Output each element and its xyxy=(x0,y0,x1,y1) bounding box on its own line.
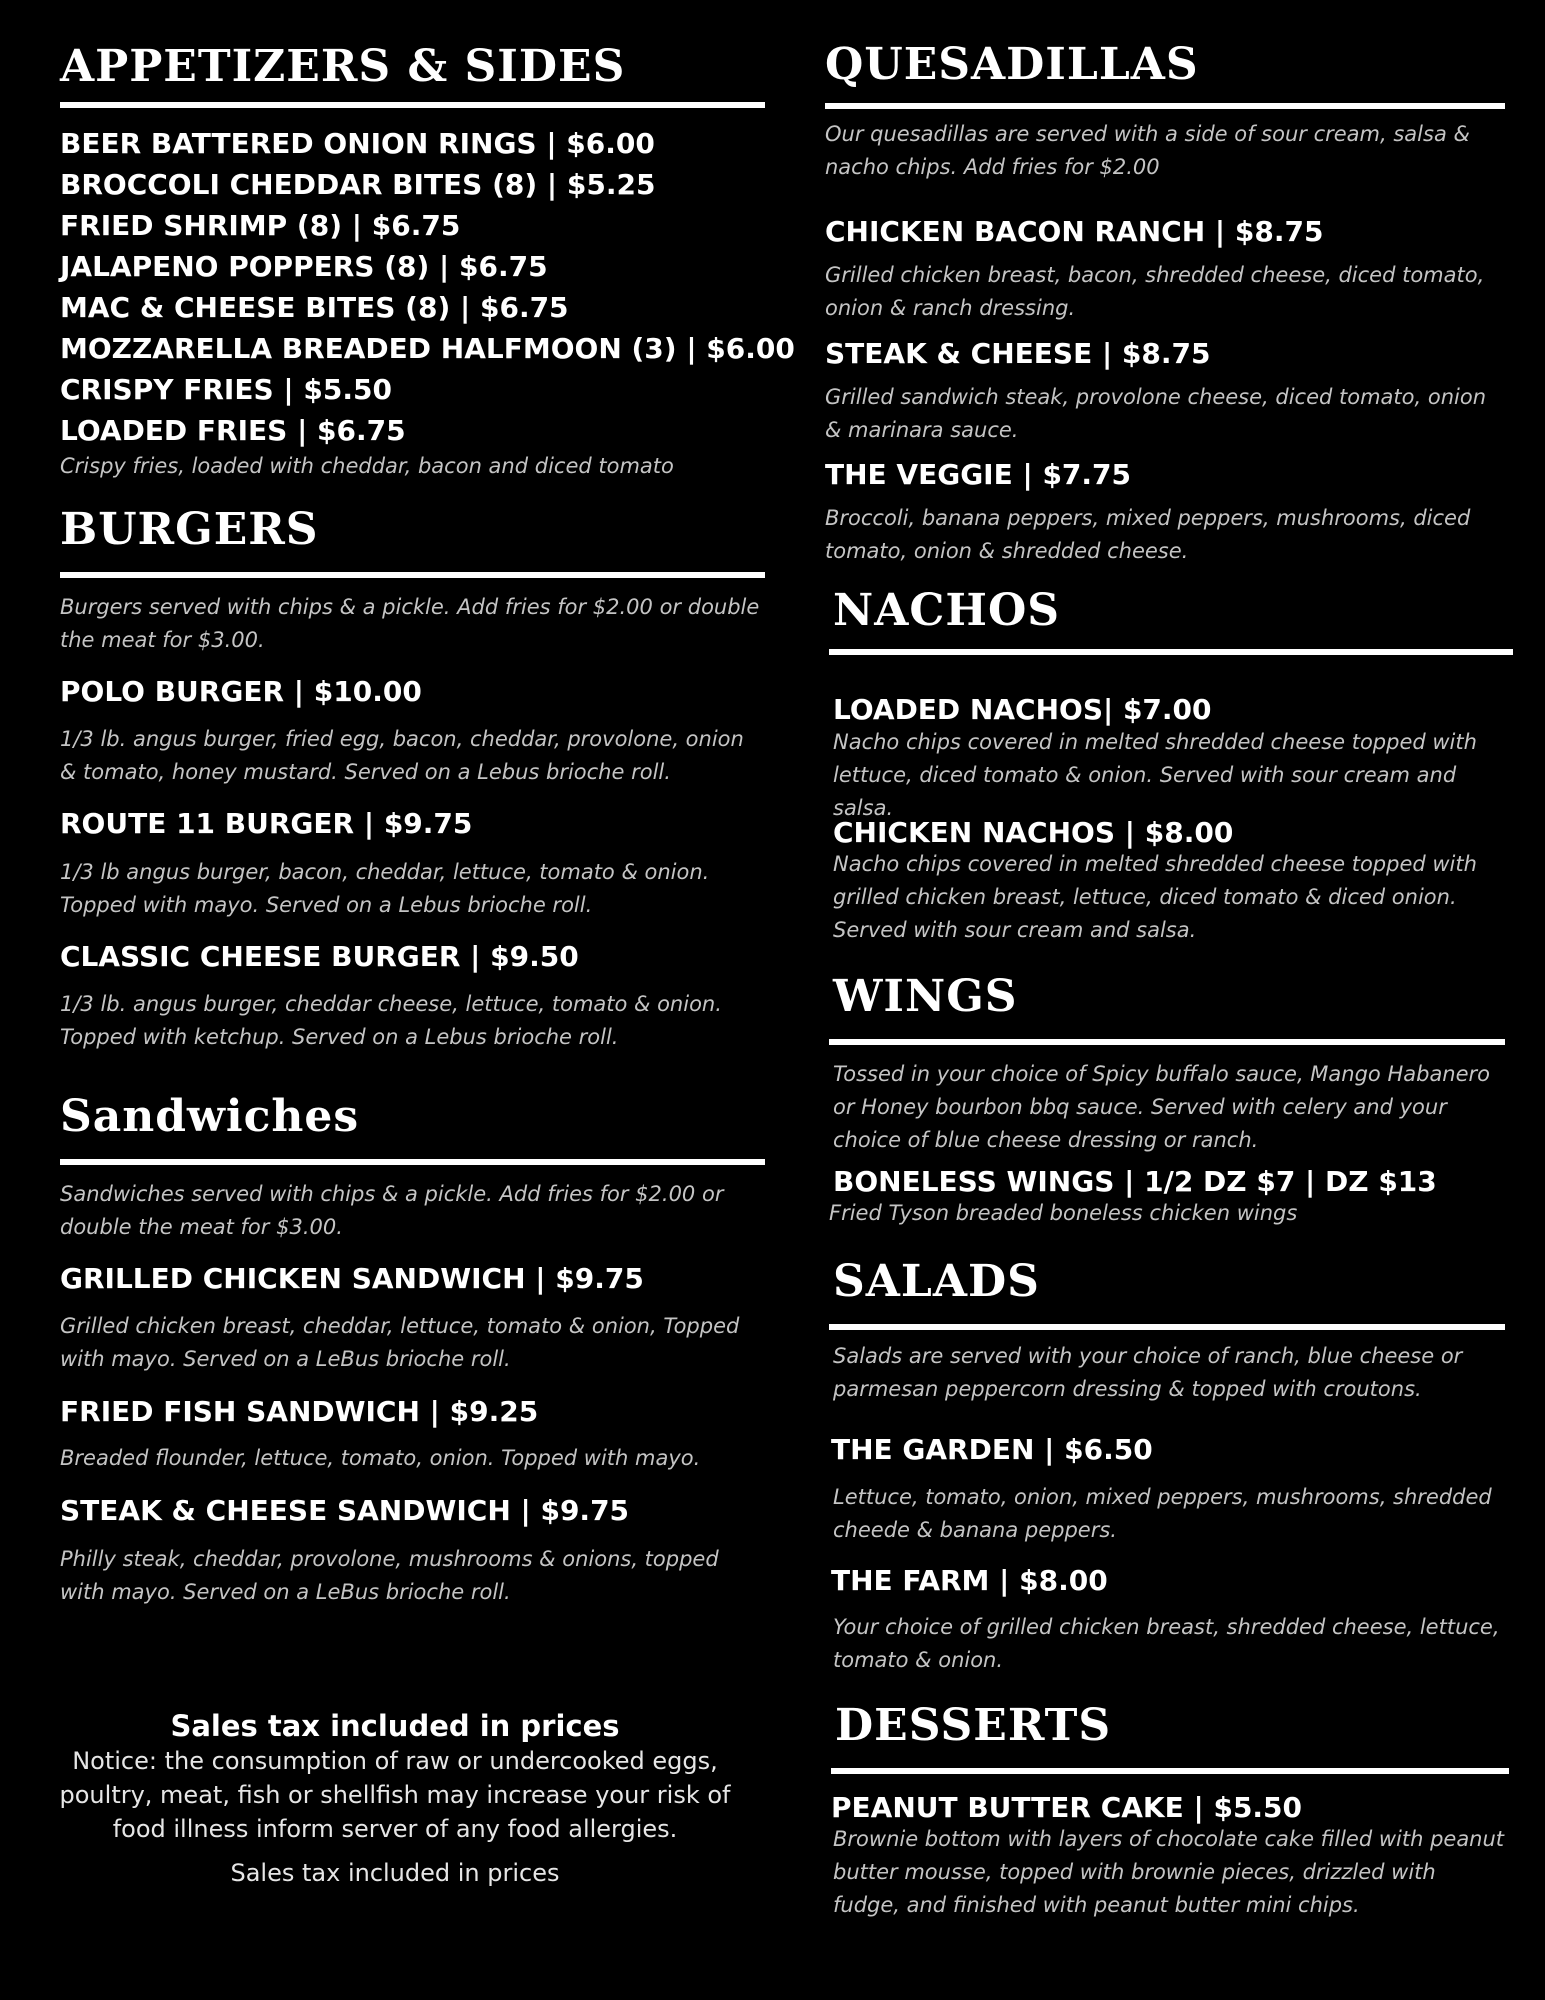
burger-item-name: ROUTE 11 BURGER | $9.75 xyxy=(60,807,473,840)
wings-divider xyxy=(829,1039,1505,1045)
quesadillas-heading: QUESADILLAS xyxy=(825,39,1199,90)
burger-item-name: POLO BURGER | $10.00 xyxy=(60,675,422,708)
sandwich-item-desc: Breaded flounder, lettuce, tomato, onion. Topped with mayo. xyxy=(60,1446,701,1470)
nacho-item-desc: Nacho chips covered in melted shredded cheese topped with grilled chicken breast, lettuce, diced tomato & diced onion. Served with sour cream and salsa. xyxy=(833,852,1477,942)
appetizers-heading: APPETIZERS & SIDES xyxy=(60,41,626,92)
salad-item-name: THE FARM | $8.00 xyxy=(831,1564,1108,1597)
food-safety-notice: Notice: the consumption of raw or undercooked eggs, poultry, meat, fish or shellfish may increase your risk of food illness inform server of any food allergies. xyxy=(59,1747,731,1843)
appetizer-item: MOZZARELLA BREADED HALFMOON (3) | $6.00 xyxy=(60,332,795,365)
sandwiches-heading: Sandwiches xyxy=(60,1091,360,1142)
nachos-heading: NACHOS xyxy=(833,585,1061,636)
appetizer-note: Crispy fries, loaded with cheddar, bacon and diced tomato xyxy=(60,454,674,478)
wing-item-name: BONELESS WINGS | 1/2 DZ $7 | DZ $13 xyxy=(833,1165,1437,1198)
sandwich-item-name: STEAK & CHEESE SANDWICH | $9.75 xyxy=(60,1494,630,1527)
burgers-intro: Burgers served with chips & a pickle. Add fries for $2.00 or double the meat for $3.00. xyxy=(60,595,760,652)
quesadilla-item-name: CHICKEN BACON RANCH | $8.75 xyxy=(825,215,1324,248)
nacho-item-name: LOADED NACHOS| $7.00 xyxy=(833,693,1212,726)
sandwich-item-name: GRILLED CHICKEN SANDWICH | $9.75 xyxy=(60,1262,644,1295)
sandwiches-intro: Sandwiches served with chips & a pickle. Add fries for $2.00 or double the meat for $3.00. xyxy=(60,1182,724,1239)
dessert-item-desc: Brownie bottom with layers of chocolate cake filled with peanut butter mousse, topped with brownie pieces, drizzled with fudge, and finished with peanut butter mini chips. xyxy=(833,1827,1505,1917)
salads-intro: Salads are served with your choice of ranch, blue cheese or parmesan peppercorn dressing & topped with croutons. xyxy=(833,1344,1463,1401)
burger-item-name: CLASSIC CHEESE BURGER | $9.50 xyxy=(60,940,579,973)
wings-heading: WINGS xyxy=(833,971,1018,1022)
nachos-divider xyxy=(829,649,1513,655)
salads-divider xyxy=(829,1324,1505,1330)
appetizer-item: FRIED SHRIMP (8) | $6.75 xyxy=(60,209,461,242)
sandwich-item-name: FRIED FISH SANDWICH | $9.25 xyxy=(60,1395,539,1428)
quesadilla-item-desc: Grilled chicken breast, bacon, shredded cheese, diced tomato, onion & ranch dressing. xyxy=(825,263,1485,320)
sandwiches-divider xyxy=(60,1159,765,1165)
salads-heading: SALADS xyxy=(833,1256,1040,1307)
quesadillas-divider xyxy=(825,103,1505,109)
nacho-item-name: CHICKEN NACHOS | $8.00 xyxy=(833,816,1234,849)
wing-item-desc: Fried Tyson breaded boneless chicken wings xyxy=(829,1201,1298,1225)
appetizer-item: BROCCOLI CHEDDAR BITES (8) | $5.25 xyxy=(60,168,656,201)
salad-item-name: THE GARDEN | $6.50 xyxy=(831,1433,1153,1466)
salad-item-desc: Lettuce, tomato, onion, mixed peppers, mushrooms, shredded cheede & banana peppers. xyxy=(833,1485,1492,1542)
appetizers-divider xyxy=(60,102,765,108)
burgers-heading: BURGERS xyxy=(60,504,319,555)
quesadilla-item-desc: Grilled sandwich steak, provolone cheese, diced tomato, onion & marinara sauce. xyxy=(825,385,1487,442)
appetizer-item: MAC & CHEESE BITES (8) | $6.75 xyxy=(60,291,569,324)
salad-item-desc: Your choice of grilled chicken breast, shredded cheese, lettuce, tomato & onion. xyxy=(833,1615,1500,1672)
desserts-divider xyxy=(831,1768,1509,1774)
wings-intro: Tossed in your choice of Spicy buffalo sauce, Mango Habanero or Honey bourbon bbq sauce. Served with celery and your choice of blue cheese dressing or ranch. xyxy=(833,1062,1491,1152)
desserts-heading: DESSERTS xyxy=(835,1700,1112,1751)
quesadilla-item-name: THE VEGGIE | $7.75 xyxy=(825,458,1132,491)
appetizer-item: LOADED FRIES | $6.75 xyxy=(60,414,406,447)
quesadilla-item-desc: Broccoli, banana peppers, mixed peppers, mushrooms, diced tomato, onion & shredded cheese. xyxy=(825,506,1471,563)
sales-tax-note: Sales tax included in prices xyxy=(230,1859,560,1887)
quesadilla-item-name: STEAK & CHEESE | $8.75 xyxy=(825,337,1211,370)
burgers-divider xyxy=(60,572,765,578)
footer xyxy=(40,1708,750,1890)
nacho-item-desc: Nacho chips covered in melted shredded cheese topped with lettuce, diced tomato & onion. Served with sour cream and salsa. xyxy=(833,730,1477,820)
appetizer-item: CRISPY FRIES | $5.50 xyxy=(60,373,392,406)
quesadillas-intro: Our quesadillas are served with a side of sour cream, salsa & nacho chips. Add fries for $2.00 xyxy=(825,122,1470,179)
sales-tax-heading: Sales tax included in prices xyxy=(170,1709,620,1743)
sandwich-item-desc: Philly steak, cheddar, provolone, mushrooms & onions, topped with mayo. Served on a LeBus brioche roll. xyxy=(60,1547,719,1604)
burger-item-desc: 1/3 lb. angus burger, cheddar cheese, lettuce, tomato & onion. Topped with ketchup. Served on a Lebus brioche roll. xyxy=(60,992,722,1049)
dessert-item-name: PEANUT BUTTER CAKE | $5.50 xyxy=(831,1791,1303,1824)
burger-item-desc: 1/3 lb angus burger, bacon, cheddar, lettuce, tomato & onion. Topped with mayo. Served on a Lebus brioche roll. xyxy=(60,860,710,917)
appetizer-item: JALAPENO POPPERS (8) | $6.75 xyxy=(60,250,548,283)
appetizer-item: BEER BATTERED ONION RINGS | $6.00 xyxy=(60,127,655,160)
sandwich-item-desc: Grilled chicken breast, cheddar, lettuce, tomato & onion, Topped with mayo. Served on a LeBus brioche roll. xyxy=(60,1314,740,1371)
burger-item-desc: 1/3 lb. angus burger, fried egg, bacon, cheddar, provolone, onion & tomato, honey mustard. Served on a Lebus brioche roll. xyxy=(60,727,744,784)
